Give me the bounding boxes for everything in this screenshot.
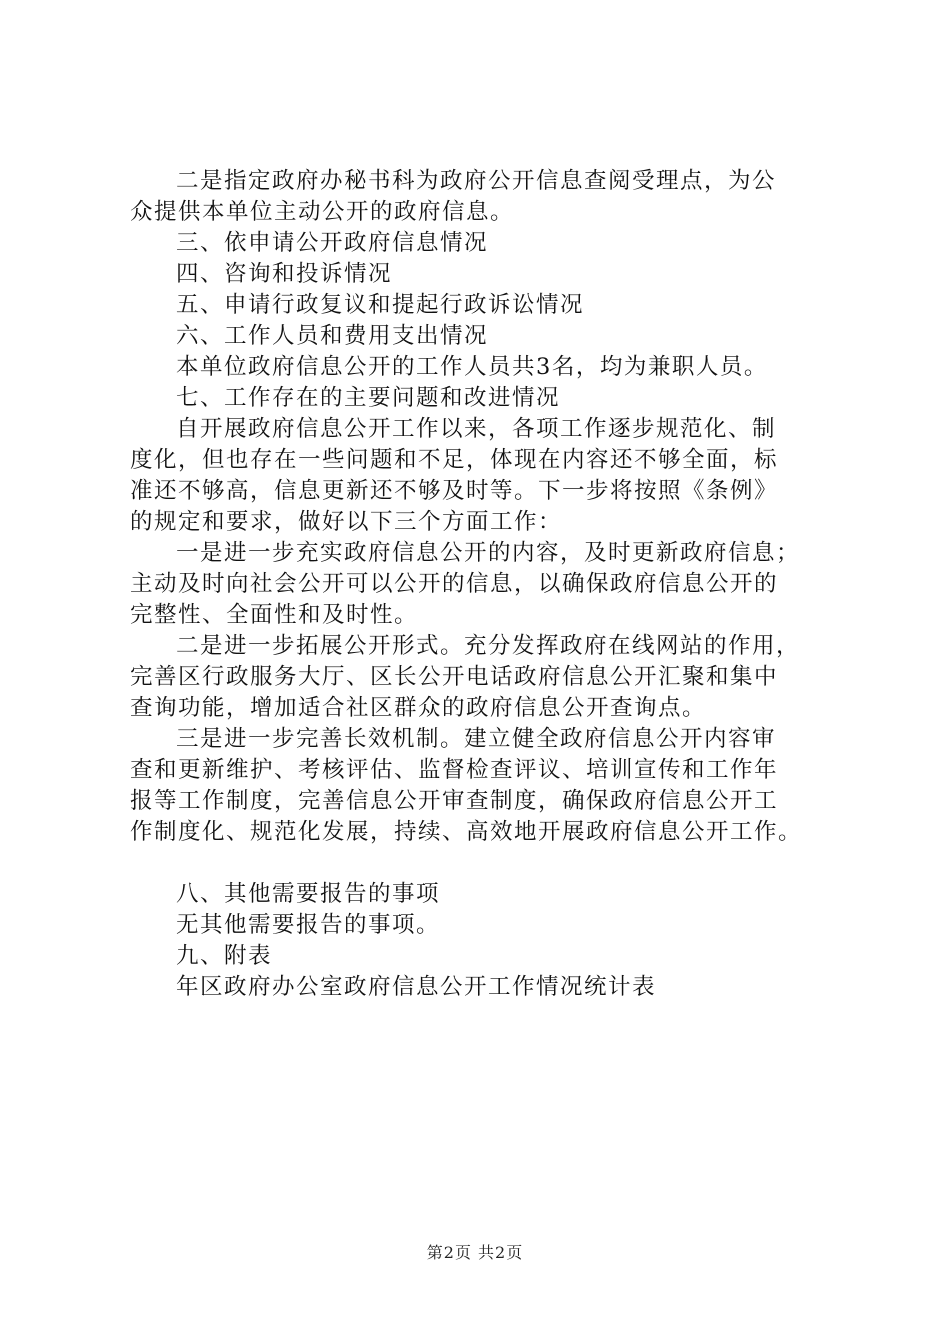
text-line: 主动及时向社会公开可以公开的信息，以确保政府信息公开的 bbox=[130, 571, 779, 597]
text-line: 作制度化、规范化发展，持续、高效地开展政府信息公开工作。 bbox=[130, 819, 803, 845]
text-line: 八、其他需要报告的事项 bbox=[176, 881, 441, 907]
text-line: 度化，但也存在一些问题和不足，体现在内容还不够全面，标 bbox=[130, 447, 779, 473]
text-line: 六、工作人员和费用支出情况 bbox=[176, 323, 489, 349]
text-line: 无其他需要报告的事项。 bbox=[176, 912, 441, 938]
text-line: 三是进一步完善长效机制。建立健全政府信息公开内容审 bbox=[176, 726, 777, 752]
text-line: 众提供本单位主动公开的政府信息。 bbox=[130, 199, 515, 225]
text-line: 的规定和要求，做好以下三个方面工作： bbox=[130, 509, 563, 535]
text-line: 三、依申请公开政府信息情况 bbox=[176, 230, 489, 256]
text-line: 四、咨询和投诉情况 bbox=[176, 261, 393, 287]
text-line: 本单位政府信息公开的工作人员共3名，均为兼职人员。 bbox=[176, 354, 768, 380]
text-line: 二是进一步拓展公开形式。充分发挥政府在线网站的作用， bbox=[176, 633, 801, 659]
text-line: 准还不够高，信息更新还不够及时等。下一步将按照《条例》 bbox=[130, 478, 779, 504]
text-line: 二是指定政府办秘书科为政府公开信息查阅受理点，为公 bbox=[176, 168, 777, 194]
text-line: 报等工作制度，完善信息公开审查制度，确保政府信息公开工 bbox=[130, 788, 779, 814]
text-line: 完整性、全面性和及时性。 bbox=[130, 602, 419, 628]
paragraph-gap bbox=[130, 848, 834, 879]
text-line: 九、附表 bbox=[176, 943, 273, 969]
text-line: 五、申请行政复议和提起行政诉讼情况 bbox=[176, 292, 585, 318]
text-line: 年区政府办公室政府信息公开工作情况统计表 bbox=[176, 974, 657, 1000]
page-footer: 第2页 共2页 bbox=[426, 1243, 524, 1262]
text-line: 自开展政府信息公开工作以来，各项工作逐步规范化、制 bbox=[176, 416, 777, 442]
document-body bbox=[130, 166, 834, 1003]
text-line: 查和更新维护、考核评估、监督检查评议、培训宣传和工作年 bbox=[130, 757, 779, 783]
text-line: 完善区行政服务大厅、区长公开电话政府信息公开汇聚和集中 bbox=[130, 664, 779, 690]
text-line: 查询功能，增加适合社区群众的政府信息公开查询点。 bbox=[130, 695, 707, 721]
text-line: 七、工作存在的主要问题和改进情况 bbox=[176, 385, 561, 411]
text-line: 一是进一步充实政府信息公开的内容，及时更新政府信息； bbox=[176, 540, 801, 566]
